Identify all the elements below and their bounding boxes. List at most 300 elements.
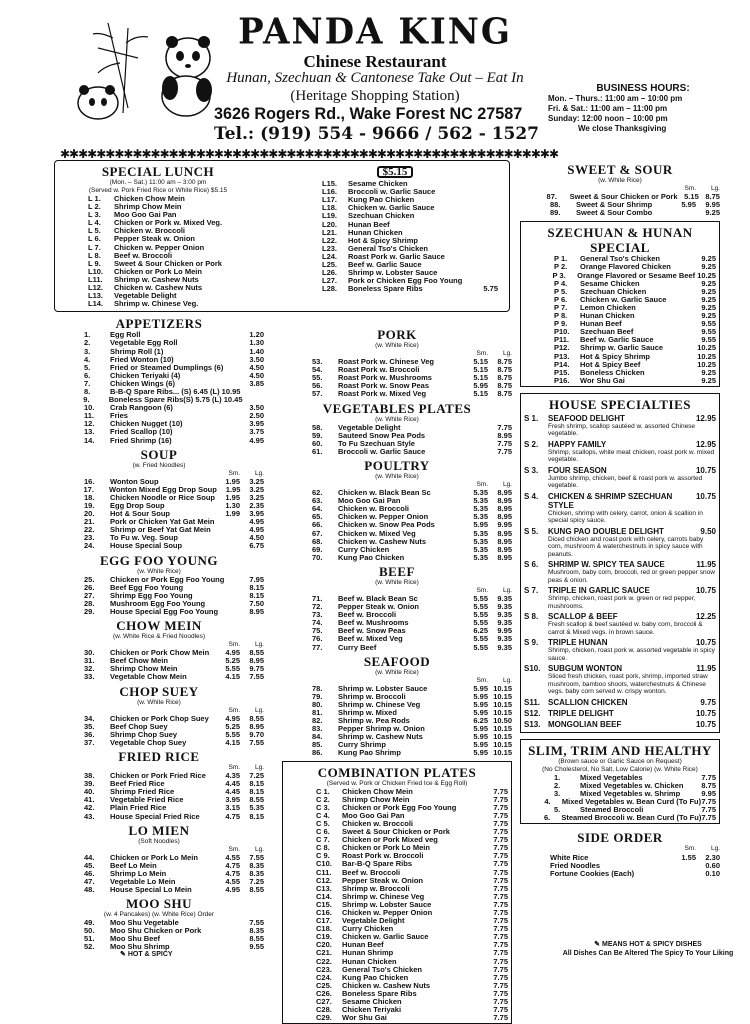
item-name: Fried Wonton (10)	[110, 354, 174, 364]
item-price: 4.95	[249, 435, 264, 445]
house-special-item	[524, 492, 716, 525]
item-price: 9.25	[701, 302, 716, 312]
item-description: Shrimp, chicken, roast pork w. assorted vegetable in spicy sauce.	[548, 647, 715, 662]
item-number: L13.	[88, 291, 104, 301]
item-number: 26.	[84, 582, 95, 592]
size-lg-label: Lg.	[254, 641, 264, 649]
restaurant-subtitle: Chinese Restaurant	[303, 52, 447, 71]
item-description: Mushroom, baby corn, broccoli, red or green pepper snow peas & onion.	[548, 569, 715, 584]
item-number: C 1.	[316, 786, 330, 796]
price-small: 4.95	[225, 885, 240, 895]
item-price: 3.95	[249, 419, 264, 429]
item-name: HAPPY FAMILY	[548, 439, 607, 449]
size-lg-label: Lg.	[254, 706, 264, 714]
item-number: 77.	[312, 642, 323, 652]
price-large: 8.95	[497, 528, 512, 538]
item-number: 45.	[84, 860, 95, 870]
item-name: TRIPLE IN GARLIC SAUCE	[548, 586, 650, 596]
item-name: Mixed Vegetables w. Bean Curd (To Fu)	[561, 797, 702, 807]
item-price: 7.75	[493, 964, 508, 974]
size-sm-label: Sm.	[684, 185, 696, 192]
item-price: 7.75	[493, 891, 508, 901]
size-sm-label: Sm.	[228, 845, 240, 853]
poultry-section	[282, 458, 512, 562]
item-name: Hot & Spicy Shrimp	[348, 235, 419, 245]
price-small: 5.55	[473, 618, 488, 628]
item-name: Pepper Steak w. Onion	[114, 234, 195, 244]
item-name: Lemon Chicken	[580, 302, 636, 312]
item-name: Shrimp Chow Mein	[114, 202, 182, 212]
item-name: Pepper Shrimp w. Onion	[338, 724, 425, 734]
section-title: EGG FOO YOUNG	[100, 552, 218, 568]
section-note: (Mon. – Sat.) 11:00 am – 3:00 pm	[109, 179, 207, 186]
item-name: Sweet & Sour Chicken or Pork	[342, 827, 450, 837]
item-name: SUBGUM WONTON	[548, 664, 623, 674]
item-name: Hunan Beef	[348, 219, 390, 229]
price-large: 10.50	[493, 716, 512, 726]
item-price: 10.25	[697, 343, 716, 353]
appetizers-section	[54, 316, 264, 444]
section-title: SLIM, TRIM AND HEALTHY	[528, 742, 712, 758]
price-large: 8.95	[497, 544, 512, 554]
item-name: Chicken w. Garlic Sauce	[580, 294, 667, 304]
item-price: 7.75	[493, 988, 508, 998]
item-number: P 9.	[554, 319, 568, 329]
price-small: 4.95	[225, 713, 240, 723]
item-name: Chicken or Pork w. Mixed Veg.	[114, 218, 223, 228]
price-small: 1.55	[681, 852, 696, 862]
menu-item	[54, 542, 264, 550]
item-number: L 7.	[88, 242, 101, 252]
item-number: S11.	[524, 697, 541, 707]
item-name: General Tso's Chicken	[580, 254, 661, 264]
item-name: Fried Scallop (10)	[110, 427, 173, 437]
menu-item	[282, 554, 512, 562]
chow-mein-section	[54, 618, 264, 681]
price-small: 6.25	[473, 716, 488, 726]
price-large: 2.30	[705, 852, 720, 862]
price-small: 4.35	[225, 771, 240, 781]
item-name: Broccoli w. Garlic Sauce	[338, 446, 426, 456]
item-price: 7.75	[493, 786, 508, 796]
item-name: Shrimp w. Lobster Sauce	[338, 683, 428, 693]
item-number: 19.	[84, 501, 95, 510]
item-number: S 7.	[524, 586, 539, 596]
pepper-icon: ✎	[120, 951, 126, 958]
price-large: 7.55	[249, 737, 264, 747]
item-name: Shrimp or Beef Yat Gat Mein	[110, 525, 211, 535]
item-name: B-B-Q Spare Ribs... (S) 6.45 (L) 10.95	[110, 386, 241, 396]
item-number: S 6.	[524, 560, 539, 570]
item-number: 72.	[312, 602, 323, 612]
item-name: Mixed Vegetables	[580, 772, 643, 782]
item-price: 7.95	[249, 574, 264, 584]
item-number: C27.	[316, 997, 332, 1006]
item-price: 10.75	[695, 491, 716, 501]
item-name: TRIPLE HUNAN	[548, 638, 608, 648]
item-number: 4.	[544, 797, 551, 807]
item-name: Bar-B-Q Spare Ribs	[342, 859, 413, 869]
item-number: C19.	[316, 932, 332, 942]
item-name: Vegetable Fried Rice	[110, 795, 184, 805]
menu-item	[282, 448, 512, 456]
price-small: 6.25	[473, 626, 488, 636]
price-small: 5.95	[473, 724, 488, 734]
item-name: Hunan Chicken	[342, 956, 397, 966]
item-price: 7.75	[493, 794, 508, 804]
item-name: Chicken Chow Mein	[342, 786, 413, 796]
item-description: Shrimp, chicken, roast pork w. green or red pepper, mushrooms.	[548, 595, 696, 610]
item-number: 67.	[312, 528, 323, 538]
price-large: 10.15	[493, 740, 512, 750]
item-price: 9.25	[701, 367, 716, 377]
item-number: C26.	[316, 988, 332, 998]
item-name: Roast Pork w. Broccoli	[338, 365, 420, 375]
item-price: 9.25	[701, 278, 716, 288]
price-large: 7.55	[249, 852, 264, 862]
item-name: Kung Pao Shrimp	[338, 748, 401, 758]
item-number: 42.	[84, 803, 95, 813]
item-name: Steamed Broccoli	[580, 805, 644, 815]
price-large: 2.35	[249, 501, 264, 510]
item-number: L25.	[322, 260, 338, 270]
item-price: 9.55	[701, 335, 716, 345]
item-price: 9.25	[701, 286, 716, 296]
item-name: Chicken or Pork Fried Rice	[110, 771, 206, 781]
item-number: 2.	[554, 780, 561, 790]
item-price: 1.20	[249, 330, 264, 340]
section-title: SWEET & SOUR	[567, 162, 673, 177]
phone: Tel.: (919) 554 - 9666 / 562 - 1527	[214, 124, 540, 144]
item-number: 39.	[84, 779, 95, 789]
item-name: Pork or Chicken Yat Gat Mein	[110, 517, 215, 527]
item-number: 54.	[312, 365, 323, 375]
item-name: Roast Pork w. Broccoli	[342, 851, 424, 861]
item-number: 88.	[550, 200, 561, 210]
side-item	[520, 870, 720, 878]
item-name: Orange Flavored or Sesame Beef	[577, 270, 696, 280]
item-number: 20.	[84, 509, 95, 519]
section-note: (Soft Noodles)	[138, 837, 180, 845]
price-large: 10.15	[493, 748, 512, 758]
item-name: Curry Beef	[338, 642, 377, 652]
item-number: C24.	[316, 972, 332, 982]
side-order-section	[520, 830, 720, 877]
price-small: 4.75	[225, 811, 240, 821]
item-number: C16.	[316, 907, 332, 917]
item-number: S 1.	[524, 413, 539, 423]
item-name: Chicken w. Cashew Nuts	[338, 536, 427, 546]
price-small: 5.25	[225, 721, 240, 731]
item-name: Chicken or Pork Chow Mein	[110, 648, 210, 658]
item-number: C21.	[316, 948, 332, 958]
menu-item	[54, 886, 264, 894]
price-small: 5.35	[473, 496, 488, 506]
item-number: L27.	[322, 276, 338, 286]
item-number: C 9.	[316, 851, 330, 861]
price-large: 8.15	[249, 787, 264, 797]
item-number: 60.	[312, 438, 323, 448]
item-name: Chicken w. Broccoli	[342, 818, 413, 828]
price-large: 10.15	[493, 699, 512, 709]
item-name: Shrimp w. Lobster Sauce	[348, 268, 438, 278]
item-name: Chicken Chow Mein	[114, 194, 185, 203]
item-number: 38.	[84, 771, 95, 781]
price-small: 5.95	[473, 732, 488, 742]
item-name: SCALLOP & BEEF	[548, 612, 618, 622]
item-name: SHRIMP W. SPICY TEA SAUCE	[548, 560, 665, 570]
item-name: MONGOLIAN BEEF	[548, 719, 622, 729]
item-price: 9.55	[249, 942, 264, 952]
item-price: 7.75	[493, 948, 508, 958]
item-number: 80.	[312, 699, 323, 709]
price-large: 8.75	[497, 373, 512, 383]
house-special-row	[524, 638, 716, 647]
item-price: 9.25	[701, 375, 716, 385]
hours-title: BUSINESS HOURS:	[596, 83, 690, 94]
price-large: 10.15	[493, 724, 512, 734]
item-number: S12.	[524, 708, 541, 718]
section-title: POULTRY	[364, 457, 430, 473]
item-number: C14.	[316, 891, 332, 901]
item-number: 5.	[554, 805, 561, 815]
item-number: 71.	[312, 593, 323, 603]
section-note: (w. White Rice)	[375, 578, 419, 586]
item-description: Sliced fresh chicken, roast pork, shrimp, imported straw mushroom, bamboo shoots, waterchestnuts & Chinese vegs. baby corn served w. crispy wonton.	[548, 673, 708, 696]
item-number: L17.	[322, 195, 338, 205]
item-price: 4.50	[249, 362, 264, 372]
item-name: Shrimp Chop Suey	[110, 729, 178, 739]
item-name: Hot & Spicy Beef	[580, 359, 641, 369]
item-price: 7.75	[493, 883, 508, 893]
item-price: 8.55	[249, 934, 264, 944]
price-large: 10.15	[493, 691, 512, 701]
item-name: Szechuan Beef	[580, 327, 634, 337]
section-note: (w. White Rice)	[375, 415, 419, 423]
legend-hot: MEANS HOT & SPICY DISHES	[601, 941, 702, 948]
house-special-row	[524, 560, 716, 569]
size-sm-label: Sm.	[228, 706, 240, 714]
item-name: To Fu w. Veg. Soup	[110, 533, 178, 543]
chop-suey-section	[54, 684, 264, 747]
item-number: 49.	[84, 918, 95, 928]
price-small: 4.95	[225, 648, 240, 658]
house-special-item	[524, 612, 716, 636]
item-number: P 6.	[554, 294, 568, 304]
item-price: 9.55	[701, 327, 716, 337]
item-number: 1.	[554, 772, 561, 782]
hours-line: Mon. – Thurs.: 11:00 am – 10:00 pm	[548, 94, 683, 103]
price-large: 9.95	[705, 200, 720, 210]
item-number: 69.	[312, 544, 323, 554]
item-number: C17.	[316, 916, 332, 926]
item-price: 9.95	[701, 789, 716, 799]
item-number: S 5.	[524, 526, 539, 536]
item-number: 28.	[84, 598, 95, 608]
item-number: 64.	[312, 504, 323, 514]
price-small: 5.35	[473, 552, 488, 562]
item-number: 6.	[544, 813, 551, 823]
item-number: L23.	[322, 243, 338, 253]
item-number: 48.	[84, 885, 95, 895]
house-special-item	[524, 440, 716, 464]
item-name: Chicken Noodle or Rice Soup	[110, 492, 216, 502]
item-name: To Fu Szechuan Style	[338, 438, 415, 448]
item-name: Shrimp w. Chinese Veg	[342, 891, 425, 901]
item-name: House Special Egg Foo Young	[110, 606, 219, 616]
item-name: Sesame Chicken	[348, 179, 408, 189]
size-lg-label: Lg.	[710, 185, 720, 192]
house-special-item	[524, 698, 716, 707]
item-name: Chicken or Pork Chop Suey	[110, 713, 209, 723]
price-large: 0.60	[705, 860, 720, 870]
item-price: 7.75	[701, 772, 716, 782]
price-small: 1.95	[225, 484, 241, 494]
section-note: (w. White Rice)	[375, 668, 419, 676]
section-title: CHOW MEIN	[116, 618, 202, 634]
section-note: (w. White Rice)	[375, 342, 419, 349]
item-number: 66.	[312, 520, 323, 530]
item-price: 2.50	[249, 411, 264, 421]
item-number: 65.	[312, 512, 323, 522]
price-large: 7.55	[249, 672, 264, 682]
item-name: Chicken or Pork Lo Mein	[114, 266, 202, 276]
hours-line: Fri. & Sat.: 11:00 am – 11:00 pm	[548, 104, 668, 113]
item-number: L14.	[88, 299, 104, 309]
menu-item	[292, 285, 498, 293]
item-name: Shrimp w. Cashew Nuts	[114, 274, 199, 284]
fried-rice-section	[54, 749, 264, 821]
item-name: Chicken w. Garlic Sauce	[348, 203, 435, 213]
item-name: Beef w. Black Bean Sc	[338, 593, 418, 603]
item-number: C18.	[316, 924, 332, 934]
price-small: 5.35	[473, 504, 488, 514]
item-price: 9.50	[700, 526, 716, 536]
item-name: Curry Shrimp	[338, 740, 386, 750]
item-price: 7.75	[493, 810, 508, 820]
item-name: Wor Shu Gai	[580, 375, 625, 385]
item-name: Beef w. Mixed Veg	[338, 634, 403, 644]
price-large: 8.95	[497, 536, 512, 546]
price-large: 8.95	[497, 552, 512, 562]
price-large: 8.15	[249, 811, 264, 821]
item-number: L 3.	[88, 210, 101, 220]
item-number: P 2.	[554, 262, 568, 272]
item-name: Szechuan Chicken	[580, 286, 647, 296]
house-special-item	[524, 527, 716, 559]
footer-hot-label: HOT & SPICY	[127, 951, 173, 958]
item-number: 4.	[84, 354, 91, 364]
section-title: SOUP	[140, 446, 178, 462]
house-special-item	[524, 466, 716, 490]
item-number: C28.	[316, 1005, 332, 1015]
item-name: TRIPLE DELIGHT	[548, 708, 614, 718]
item-price: 8.95	[249, 606, 264, 616]
price-small: 5.95	[473, 699, 488, 709]
item-price: 10.75	[695, 465, 716, 475]
item-price: 12.25	[695, 612, 716, 622]
item-number: C 6.	[316, 827, 330, 837]
item-number: L 2.	[88, 202, 101, 212]
item-name: Chicken Teriyaki	[342, 1005, 402, 1015]
item-name: Vegetable Delight	[338, 422, 401, 432]
item-name: SEAFOOD DELIGHT	[548, 413, 625, 423]
menu-item	[54, 608, 264, 616]
item-price: 7.75	[493, 851, 508, 861]
item-number: 82.	[312, 716, 323, 726]
item-number: P11.	[554, 335, 570, 345]
beef-section	[282, 564, 512, 652]
item-name: Hunan Chicken	[580, 311, 635, 321]
price-small: 5.95	[473, 683, 488, 693]
item-number: P 3.	[552, 270, 566, 280]
price-large: 8.95	[497, 488, 512, 498]
item-number: L22.	[322, 235, 338, 245]
price-small: 4.55	[225, 877, 240, 886]
item-name: Plain Fried Rice	[110, 803, 167, 813]
item-name: Sauteed Snow Pea Pods	[338, 430, 426, 440]
item-name: Shrimp Roll (1)	[110, 346, 164, 356]
item-name: Moo Goo Gai Pan	[342, 810, 405, 820]
item-price: 7.75	[493, 802, 508, 812]
item-name: Chicken Teriyaki (4)	[110, 370, 181, 380]
item-number: 75.	[312, 626, 323, 636]
item-price: 10.75	[695, 586, 716, 596]
item-name: Shrimp w. Chinese Veg	[338, 699, 421, 709]
price-large: 10.15	[493, 732, 512, 742]
item-name: Hunan Shrimp	[342, 948, 394, 958]
price-small: 5.55	[225, 729, 240, 739]
item-name: Wonton Mixed Egg Drop Soup	[109, 484, 217, 494]
shopping-station: (Heritage Shopping Station)	[290, 88, 460, 104]
menu-item	[58, 300, 258, 308]
footer-hot-spicy	[120, 950, 173, 958]
address: 3626 Rogers Rd., Wake Forest NC 27587	[214, 104, 523, 123]
price-small: 5.55	[473, 602, 488, 612]
item-number: P10.	[554, 327, 570, 337]
size-sm-label: Sm.	[228, 641, 240, 649]
section-note: (Brown sauce or Garlic Sauce on Request)	[558, 757, 682, 765]
item-name: SCALLION CHICKEN	[548, 697, 628, 707]
item-price: 7.75	[493, 867, 508, 877]
cuisine-tagline: Hunan, Szechuan & Cantonese Take Out – Eat In	[226, 70, 524, 86]
price-large: 6.75	[249, 541, 264, 551]
item-name: Shrimp Lo Mein	[110, 868, 167, 878]
section-title: VEGETABLES PLATES	[322, 400, 472, 416]
item-name: Hunan Beef	[342, 940, 384, 950]
item-name: Roast Pork w. Mixed Veg	[338, 389, 427, 399]
item-number: 1.	[84, 330, 91, 340]
item-price: 7.75	[493, 997, 508, 1006]
item-name: Kung Pao Chicken	[338, 552, 405, 562]
item-price: 7.75	[493, 1013, 508, 1023]
item-price: 7.75	[493, 818, 508, 828]
house-special-item	[524, 638, 716, 662]
item-description: Fresh scallop & beef sautéed w. baby corn, broccoli & carrot & Mixed vegs. in brown sauce.	[548, 621, 703, 636]
section-note: (w. White Rice)	[598, 177, 642, 184]
size-lg-label: Lg.	[502, 480, 512, 488]
item-number: 17.	[83, 484, 94, 494]
menu-item	[282, 749, 512, 757]
item-name: Roast Pork w. Garlic Sauce	[348, 251, 445, 261]
price-small: 5.95	[473, 708, 488, 717]
item-name: Vegetable Delight	[114, 291, 177, 301]
section-title: MOO SHU	[126, 896, 192, 912]
item-number: 27.	[84, 590, 95, 600]
item-price: 11.95	[696, 664, 716, 674]
item-name: Sweet & Sour Shrimp	[576, 200, 653, 210]
section-title: LO MIEN	[128, 822, 190, 838]
